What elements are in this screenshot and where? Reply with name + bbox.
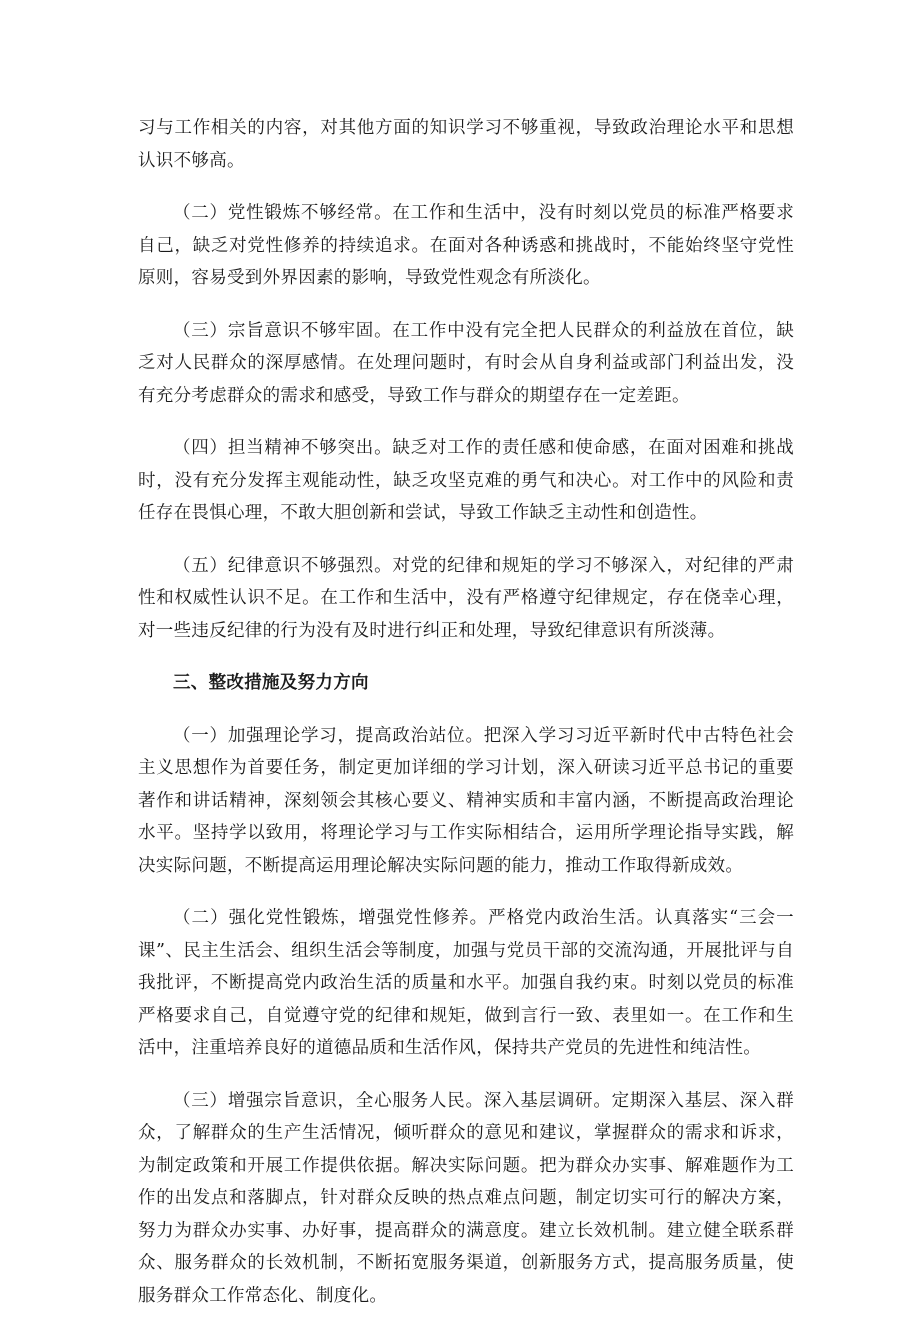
paragraph-party-spirit: （二）党性锻炼不够经常。在工作和生活中，没有时刻以党员的标准严格要求自己，缺乏对党性修养的持续追求。在面对各种诱惑和挑战时，不能始终坚守党性原则，容易受到外界因素的影响，导致党性观念有所淡化。	[138, 203, 794, 288]
paragraph-measure-people: （三）增强宗旨意识，全心服务人民。深入基层调研。定期深入基层、深入群众，了解群众的生产生活情况，倾听群众的意见和建议，掌握群众的需求和诉求，为制定政策和开展工作提供依据。解决实际问题。把为群众办实事、解难题作为工作的出发点和落脚点，针对群众反映的热点难点问题，制定切实可行的解决方案，努力为群众办实事、办好事，提高群众的满意度。建立长效机制。建立健全联系群众、服务群众的长效机制，不断拓宽服务渠道，创新服务方式，提高服务质量，使服务群众工作常态化、制度化。	[138, 1090, 794, 1306]
paragraph-discipline: （五）纪律意识不够强烈。对党的纪律和规矩的学习不够深入，对纪律的严肃性和权威性认识不足。在工作和生活中，没有严格遵守纪律规定，存在侥幸心理，对一些违反纪律的行为没有及时进行纠正和处理，导致纪律意识有所淡薄。	[138, 555, 794, 641]
paragraph-measure-party: （二）强化党性锻炼，增强党性修养。严格党内政治生活。认真落实“三会一课”、民主生活会、组织生活会等制度，加强与党员干部的交流沟通，开展批评与自我批评，不断提高党内政治生活的质量和水平。加强自我约束。时刻以党员的标准严格要求自己，自觉遵守党的纪律和规矩，做到言行一致、表里如一。在工作和生活中，注重培养良好的道德品质和生活作风，保持共产党员的先进性和纯洁性。	[138, 908, 794, 1058]
paragraph-measure-theory: （一）加强理论学习，提高政治站位。把深入学习习近平新时代中古特色社会主义思想作为首要任务，制定更加详细的学习计划，深入研读习近平总书记的重要著作和讲话精神，深刻领会其核心要义、精神实质和丰富内涵，不断提高政治理论水平。坚持学以致用，将理论学习与工作实际相结合，运用所学理论指导实践，解决实际问题，不断提高运用理论解决实际问题的能力，推动工作取得新成效。	[138, 725, 794, 876]
section-heading: 三、整改措施及努力方向	[173, 673, 369, 693]
paragraph-purpose-awareness: （三）宗旨意识不够牢固。在工作中没有完全把人民群众的利益放在首位，缺乏对人民群众的深厚感情。在处理问题时，有时会从自身利益或部门利益出发，没有充分考虑群众的需求和感受，导致工作与群众的期望存在一定差距。	[138, 320, 794, 406]
paragraph-continuation: 习与工作相关的内容，对其他方面的知识学习不够重视，导致政治理论水平和思想认识不够高。	[138, 118, 794, 171]
paragraph-responsibility: （四）担当精神不够突出。缺乏对工作的责任感和使命感，在面对困难和挑战时，没有充分发挥主观能动性，缺乏攻坚克难的勇气和决心。对工作中的风险和责任存在畏惧心理，不敢大胆创新和尝试，导致工作缺乏主动性和创造性。	[138, 438, 794, 523]
document-body	[138, 112, 794, 1332]
